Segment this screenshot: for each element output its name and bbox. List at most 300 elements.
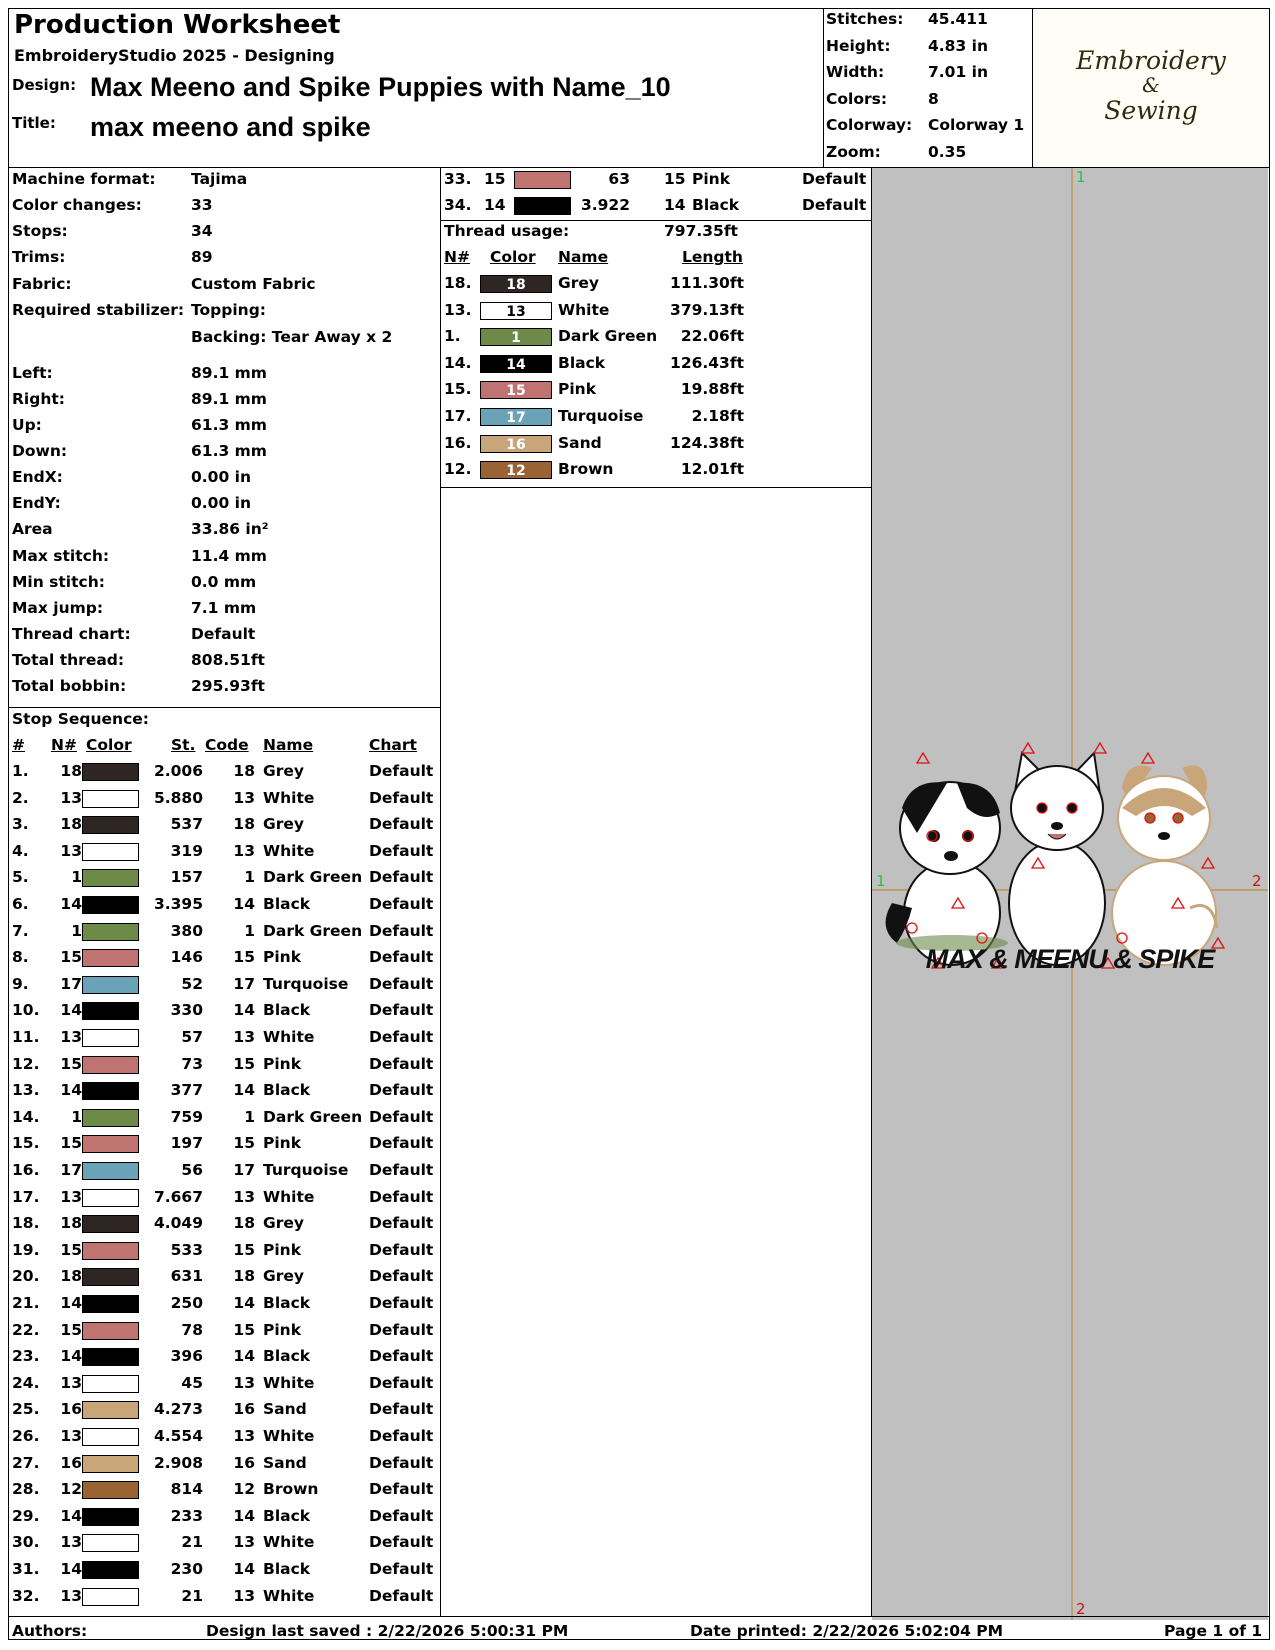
stop-num: 19. [12,1240,40,1259]
stop-color-swatch [82,1215,139,1233]
stop-needle: 18 [60,762,82,780]
design-preview [872,168,1268,1620]
stop-code: 14 [233,1560,255,1578]
stop-name: Black [263,1081,311,1100]
detail-label: Up: [12,416,42,434]
stop-chart: Default [369,1267,434,1286]
stop-num: 23. [12,1347,40,1366]
detail-label: Thread chart: [12,625,131,643]
stop-needle: 15 [60,948,82,967]
stop-chart: Default [369,1320,434,1339]
stop-color-swatch [82,1002,139,1020]
title-label: Title: [12,114,56,132]
stop-name: Black [263,1347,311,1366]
stop-needle: 18 [60,815,82,834]
detail-value: Custom Fabric [191,275,316,293]
stop-chart: Default [369,1001,434,1020]
detail-value: 808.51ft [191,651,265,669]
detail-value: 89.1 mm [191,390,267,408]
stop-color-swatch [82,763,139,781]
stop-stitches: 78 [181,1320,203,1339]
stop-color-swatch [82,1135,139,1153]
detail-label: Down: [12,442,68,460]
stop-num: 15. [12,1134,40,1153]
stop-name: Sand [263,1400,307,1419]
footer-page: Page 1 of 1 [1164,1622,1263,1640]
thread-length: 12.01ft [680,460,744,479]
stop-chart: Default [369,815,434,834]
thread-num: 13. [444,300,472,319]
stop-color-swatch [82,1322,139,1340]
stop-color-swatch [82,1481,139,1499]
page-title: Production Worksheet [14,10,341,40]
stop-stitches: 377 [170,1081,203,1100]
thread-color-swatch: 14 [480,355,552,373]
stop-code: 12 [233,1480,255,1499]
detail-label: Min stitch: [12,573,105,591]
preview-caption: MAX & MEENU & SPIKE [925,944,1215,974]
stop-color-swatch [82,976,139,994]
stop-code: 15 [233,948,255,967]
stop-name: White [263,1187,315,1206]
detail-value: 34 [191,222,213,240]
stop-code: 14 [664,196,686,214]
thread-color-swatch: 16 [480,435,552,453]
stop-code: 18 [233,1267,255,1286]
stop-num: 21. [12,1294,40,1312]
stop-needle: 15 [60,1054,82,1073]
stop-name: Dark Green [263,1107,363,1126]
stop-needle: 13 [60,1373,82,1392]
stop-code: 15 [664,170,686,188]
stop-color-swatch [82,1561,139,1579]
stop-color-swatch [82,1375,139,1393]
detail-value: 89 [191,248,213,266]
stop-color-swatch [82,1162,139,1180]
stop-needle: 13 [60,1586,82,1605]
stop-name: Brown [263,1480,319,1499]
stop-stitches: 319 [170,841,203,860]
stop-needle: 13 [60,788,82,807]
thread-usage-total: 797.35ft [664,222,738,240]
detail-label: Max stitch: [12,547,110,565]
stop-num: 20. [12,1267,40,1286]
stop-stitches: 3.922 [580,196,630,214]
stop-sequence-title: Stop Sequence: [12,710,149,728]
summary-value: 8 [928,89,939,108]
stop-code: 15 [233,1240,255,1259]
logo [1034,10,1268,166]
thread-length: 19.88ft [680,380,744,399]
stop-num: 18. [12,1214,40,1233]
detail-label: Left: [12,364,53,382]
thread-length: 2.18ft [691,407,744,425]
stop-num: 17. [12,1187,40,1206]
detail-value: 0.00 in [191,494,251,512]
stop-needle: 13 [60,1028,82,1046]
stop-code: 17 [233,974,255,993]
stop-stitches: 4.049 [153,1214,203,1233]
stop-code: 14 [233,1001,255,1020]
thread-name: Grey [558,274,599,292]
thread-num: 15. [444,380,472,399]
detail-value: Default [191,625,256,643]
stop-num: 27. [12,1453,40,1472]
thread-color-swatch: 15 [480,381,552,399]
preview-marker-bottom: 2 [1076,1600,1086,1618]
stop-color-swatch [82,1428,139,1446]
stop-chart: Default [369,921,434,940]
stop-name: Grey [263,762,304,780]
stop-needle: 14 [60,1560,82,1578]
thread-name: White [558,300,610,319]
stop-name: Turquoise [263,1161,349,1179]
stop-stitches: 52 [181,974,203,993]
stop-code: 18 [233,762,255,780]
stop-name: White [263,1586,315,1605]
stop-code: 14 [233,1506,255,1525]
stop-name: White [263,1373,315,1392]
stop-stitches: 197 [170,1134,203,1153]
stop-header-st: St. [171,736,196,754]
preview-marker-left: 1 [876,872,886,890]
stop-needle: 14 [484,196,506,214]
thread-header-n: N# [444,248,470,266]
stop-stitches: 233 [170,1506,203,1525]
puppy-max-icon [886,782,1008,965]
stop-color-swatch [82,1056,139,1074]
stop-chart: Default [369,1506,434,1525]
stop-chart: Default [369,868,434,887]
stop-needle: 14 [60,1001,82,1020]
stop-chart: Default [369,895,434,913]
stop-name: Black [692,196,740,214]
detail-label: Stops: [12,222,68,240]
stop-name: Dark Green [263,921,363,940]
stop-num: 30. [12,1533,40,1552]
stop-num: 1. [12,762,29,780]
stop-chart: Default [369,762,434,780]
stop-name: Black [263,1506,311,1525]
stop-needle: 14 [60,1294,82,1312]
detail-value: Topping: [191,301,266,319]
stop-chart: Default [369,788,434,807]
stop-name: White [263,788,315,807]
stop-code: 1 [244,868,255,887]
stop-stitches: 230 [170,1560,203,1578]
detail-label: Total thread: [12,651,125,669]
thread-name: Turquoise [558,407,644,425]
stop-name: Pink [263,1134,302,1153]
summary-label: Height: [826,36,891,55]
stop-num: 14. [12,1107,40,1126]
stop-num: 2. [12,788,29,807]
stop-num: 8. [12,948,29,967]
stop-needle: 15 [484,170,506,188]
stop-stitches: 3.395 [153,895,203,913]
stop-name: White [263,1533,315,1552]
stop-needle: 14 [60,1081,82,1100]
stop-name: Grey [263,1267,304,1286]
stop-code: 18 [233,1214,255,1233]
stop-color-swatch [82,843,139,861]
stop-color-swatch [82,1401,139,1419]
stop-needle: 17 [60,974,82,993]
stop-color-swatch [82,1295,139,1313]
detail-value: 295.93ft [191,677,265,695]
design-name: Max Meeno and Spike Puppies with Name_10 [90,72,671,102]
footer-authors: Authors: [12,1622,88,1640]
stop-color-swatch [82,1189,139,1207]
stop-code: 13 [233,788,255,807]
stop-needle: 1 [71,921,82,940]
thread-usage-title: Thread usage: [444,222,570,240]
stop-chart: Default [369,1107,434,1126]
stop-color-swatch [82,1268,139,1286]
thread-header-name: Name [558,248,609,266]
stop-name: Grey [263,815,304,834]
stop-stitches: 45 [181,1373,203,1392]
summary-label: Width: [826,63,885,81]
stop-code: 15 [233,1134,255,1153]
logo-line-1: Embroidery [1076,46,1226,75]
stop-needle: 16 [60,1453,82,1472]
stop-chart: Default [369,1294,434,1312]
stop-name: Pink [692,170,731,188]
detail-value: 89.1 mm [191,364,267,382]
thread-length: 22.06ft [680,327,744,346]
stop-stitches: 380 [170,921,203,940]
detail-label: Max jump: [12,599,104,617]
stop-chart: Default [369,1161,434,1179]
thread-length: 379.13ft [670,300,744,319]
stop-code: 14 [233,1294,255,1312]
thread-color-swatch: 12 [480,461,552,479]
thread-num: 16. [444,433,472,452]
stop-chart: Default [369,1214,434,1233]
stop-num: 32. [12,1586,40,1605]
stop-color-swatch [82,896,139,914]
stop-name: Pink [263,948,302,967]
stop-stitches: 330 [170,1001,203,1020]
detail-label: Right: [12,390,65,408]
stop-stitches: 21 [181,1533,203,1552]
stop-stitches: 759 [170,1107,203,1126]
stop-needle: 1 [71,868,82,887]
detail-value: 0.0 mm [191,573,257,591]
logo-line-2: & [1142,73,1160,97]
stop-color-swatch [82,1242,139,1260]
stop-name: Pink [263,1320,302,1339]
thread-name: Black [558,353,606,372]
stop-stitches: 250 [170,1294,203,1312]
stop-num: 26. [12,1427,40,1445]
stop-name: Black [263,895,311,913]
detail-label: Area [12,520,53,538]
stop-code: 13 [233,1586,255,1605]
logo-line-3: Sewing [1104,96,1198,125]
thread-color-swatch: 1 [480,328,552,346]
stop-code: 1 [244,921,255,940]
stop-color-swatch [82,816,139,834]
detail-label: Color changes: [12,196,142,214]
stop-name: Sand [263,1453,307,1472]
stop-num: 29. [12,1506,40,1525]
design-label: Design: [12,76,77,94]
stop-color-swatch [82,1534,139,1552]
stop-code: 13 [233,1187,255,1206]
stop-stitches: 396 [170,1347,203,1366]
stop-color-swatch [82,1588,139,1606]
stop-code: 16 [233,1453,255,1472]
detail-value: Backing: Tear Away x 2 [191,328,393,346]
stop-stitches: 157 [170,868,203,887]
detail-value: 61.3 mm [191,416,267,434]
thread-header-length: Length [682,248,743,266]
stop-stitches: 631 [170,1267,203,1286]
stop-chart: Default [369,948,434,967]
stop-needle: 18 [60,1267,82,1286]
stop-stitches: 7.667 [153,1187,203,1206]
preview-marker-right: 2 [1252,872,1262,890]
preview-marker-top: 1 [1076,168,1086,186]
detail-value: 7.1 mm [191,599,257,617]
stop-chart: Default [369,1028,434,1046]
stop-needle: 1 [71,1107,82,1126]
stop-code: 13 [233,841,255,860]
stop-color-swatch [82,949,139,967]
thread-num: 17. [444,407,472,425]
detail-label: Required stabilizer: [12,301,185,319]
stop-code: 15 [233,1320,255,1339]
thread-name: Pink [558,380,597,399]
thread-name: Sand [558,433,602,452]
stop-num: 3. [12,815,29,834]
thread-color-swatch: 17 [480,408,552,426]
stop-num: 24. [12,1373,40,1392]
stop-name: Pink [263,1240,302,1259]
stop-num: 22. [12,1320,40,1339]
stop-chart: Default [369,1347,434,1366]
footer-printed: Date printed: 2/22/2026 5:02:04 PM [690,1622,1004,1640]
stop-code: 15 [233,1054,255,1073]
thread-name: Dark Green [558,327,658,346]
stop-num: 7. [12,921,29,940]
stop-num: 25. [12,1400,40,1419]
puppy-spike-icon [1112,766,1217,966]
stop-color-swatch [82,1455,139,1473]
stop-chart: Default [369,1134,434,1153]
thread-num: 1. [444,327,461,346]
stop-name: Dark Green [263,868,363,887]
thread-name: Brown [558,460,614,479]
thread-num: 14. [444,353,472,372]
stop-chart: Default [369,1054,434,1073]
app-name: EmbroideryStudio 2025 - Designing [14,46,335,65]
stop-needle: 13 [60,1427,82,1445]
stop-stitches: 63 [608,170,630,188]
stop-needle: 16 [60,1400,82,1419]
stop-code: 13 [233,1533,255,1552]
stop-chart: Default [802,170,867,188]
stop-stitches: 73 [181,1054,203,1073]
stop-code: 14 [233,1081,255,1100]
detail-value: 61.3 mm [191,442,267,460]
stop-stitches: 21 [181,1586,203,1605]
stop-num: 12. [12,1054,40,1073]
detail-value: 0.00 in [191,468,251,486]
stop-stitches: 56 [181,1161,203,1179]
stop-chart: Default [369,841,434,860]
detail-value: Tajima [191,170,248,188]
stop-needle: 15 [60,1320,82,1339]
thread-num: 12. [444,460,472,479]
stop-code: 16 [233,1400,255,1419]
stop-num: 9. [12,974,29,993]
stop-chart: Default [369,1400,434,1419]
stop-needle: 17 [60,1161,82,1179]
stop-chart: Default [369,1453,434,1472]
stop-header-n: N# [51,736,77,754]
stop-code: 1 [244,1107,255,1126]
stop-color-swatch [82,869,139,887]
stop-stitches: 4.273 [153,1400,203,1419]
stop-code: 13 [233,1028,255,1046]
stop-header-chart: Chart [369,736,417,754]
stop-stitches: 146 [170,948,203,967]
stop-color-swatch [82,1109,139,1127]
stop-stitches: 814 [170,1480,203,1499]
summary-value: 7.01 in [928,63,988,81]
stop-needle: 12 [60,1480,82,1499]
detail-label: EndX: [12,468,63,486]
stop-num: 4. [12,841,29,860]
stop-code: 14 [233,1347,255,1366]
detail-label: EndY: [12,494,61,512]
stop-chart: Default [369,1560,434,1578]
stop-num: 11. [12,1028,40,1046]
stop-num: 6. [12,895,29,913]
stop-code: 13 [233,1427,255,1445]
stop-chart: Default [369,1586,434,1605]
stop-name: Black [263,1560,311,1578]
summary-value: 4.83 in [928,36,988,55]
stop-needle: 15 [60,1240,82,1259]
stop-needle: 13 [60,1187,82,1206]
stop-chart: Default [369,974,434,993]
stop-code: 18 [233,815,255,834]
summary-label: Colors: [826,89,888,108]
detail-label: Fabric: [12,275,72,293]
thread-length: 111.30ft [670,274,744,292]
stop-num: 5. [12,868,29,887]
stop-chart: Default [802,196,867,214]
thread-header-color: Color [490,248,536,266]
stop-chart: Default [369,1373,434,1392]
stop-needle: 13 [60,841,82,860]
stop-header-num: # [12,736,25,754]
detail-label: Trims: [12,248,66,266]
stop-chart: Default [369,1240,434,1259]
detail-value: 33.86 in² [191,520,269,538]
summary-label: Zoom: [826,142,881,161]
stop-stitches: 57 [181,1028,203,1046]
stop-name: White [263,1427,315,1445]
summary-label: Stitches: [826,10,904,28]
thread-num: 18. [444,274,472,292]
stop-needle: 14 [60,895,82,913]
stop-num: 13. [12,1081,40,1100]
